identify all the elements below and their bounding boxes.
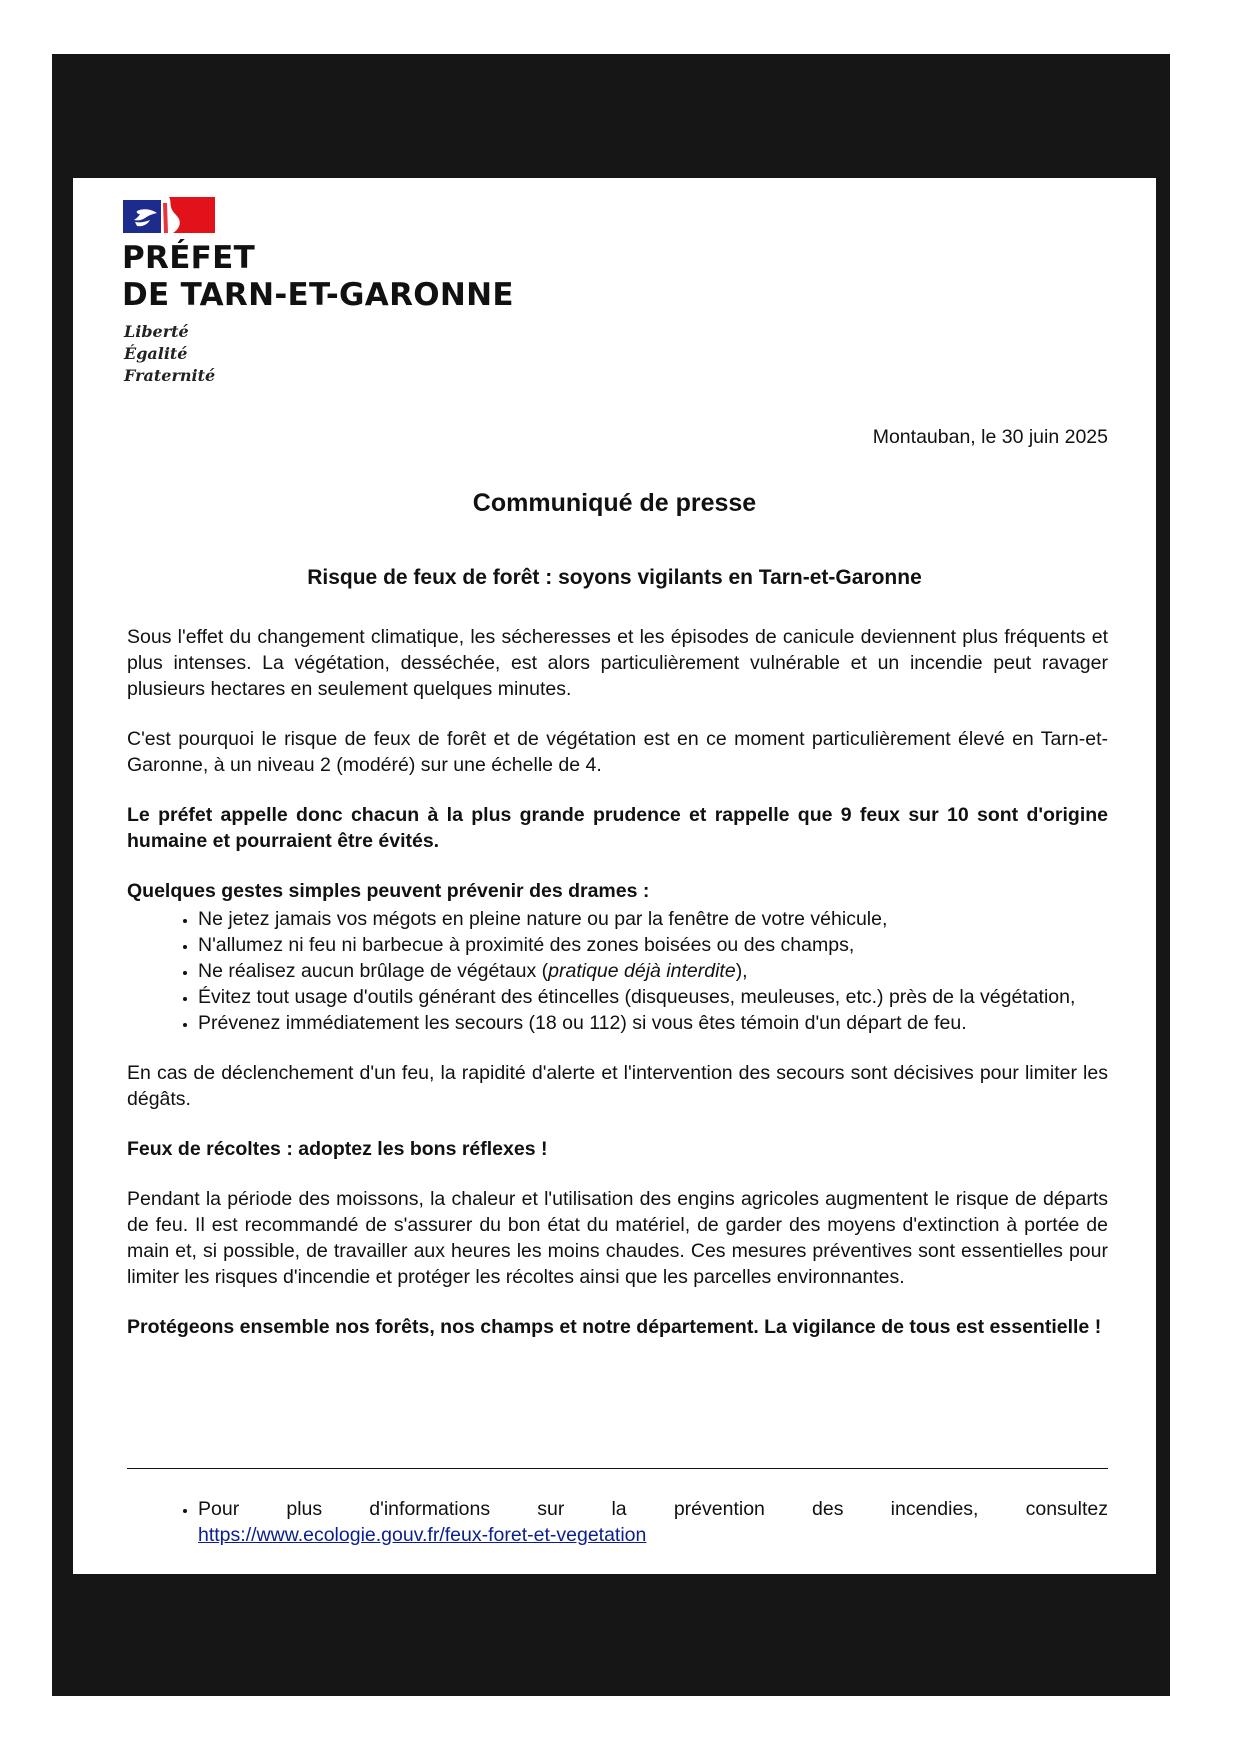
paragraph-harvest: Pendant la période des moissons, la chaleur et l'utilisation des engins agricoles augmentent le risque de départs de feu. Il est recommandé de s'assurer du bon état du matériel, de garder des moyens d'extinction à portée de main et, si possible, de travailler aux heures les moins chaudes. Ces mesures préventives sont essentielles pour limiter les risques d'incendie et protéger les récoltes ainsi que les parcelles environnantes. <box>127 1188 1108 1288</box>
list-item: • Prévenez immédiatement les secours (18 ou 112) si vous êtes témoin d'un départ de feu. <box>198 1010 1108 1036</box>
paragraph-climate: Sous l'effet du changement climatique, les sécheresses et les épisodes de canicule deviennent plus fréquents et plus intenses. La végétation, desséchée, est alors particulièrement vulnérable et un incendie peut ravager plusieurs hectares en seulement quelques minutes. <box>127 626 1108 700</box>
footer-item <box>198 1496 1108 1548</box>
paragraph-conclusion: Protégeons ensemble nos forêts, nos champs et notre département. La vigilance de tous est essentielle ! <box>127 1316 1102 1338</box>
footer-text: Pour plus d'informations sur la prévention des incendies, consultez <box>198 1498 1108 1520</box>
gestures-heading: Quelques gestes simples peuvent prévenir des drames : <box>127 880 650 902</box>
paragraph-prefect-appeal: Le préfet appelle donc chacun à la plus grande prudence et rappelle que 9 feux sur 10 sont d'origine humaine et pourraient être évités. <box>127 804 1108 852</box>
document-subject: Risque de feux de forêt : soyons vigilants en Tarn-et-Garonne <box>307 566 922 589</box>
body-text <box>127 624 1108 1364</box>
paragraph-alert-speed: En cas de déclenchement d'un feu, la rapidité d'alerte et l'intervention des secours sont décisives pour limiter les dégâts. <box>127 1062 1108 1110</box>
list-item-text-end: ), <box>735 960 748 982</box>
republic-motto <box>124 321 215 387</box>
list-item: • Évitez tout usage d'outils générant des étincelles (disqueuses, meuleuses, etc.) près de la végétation, <box>198 984 1108 1010</box>
paragraph-risk-level: C'est pourquoi le risque de feux de forêt et de végétation est en ce moment particulièrement élevé en Tarn-et-Garonne, à un niveau 2 (modéré) sur une échelle de 4. <box>127 728 1108 776</box>
document-title: Communiqué de presse <box>472 489 757 517</box>
list-item <box>198 958 1108 984</box>
footer-divider <box>127 1468 1108 1469</box>
list-item: • Ne jetez jamais vos mégots en pleine nature ou par la fenêtre de votre véhicule, <box>198 906 1108 932</box>
marianne-logo-icon <box>123 197 215 233</box>
list-item-italic: pratique déjà interdite <box>548 960 736 982</box>
date-line: Montauban, le 30 juin 2025 <box>872 426 1108 448</box>
list-item: • N'allumez ni feu ni barbecue à proximité des zones boisées ou des champs, <box>198 932 1108 958</box>
motto-liberte: Liberté <box>124 322 189 341</box>
harvest-heading: Feux de récoltes : adoptez les bons réflexes ! <box>127 1138 548 1160</box>
footer-list <box>127 1496 1108 1548</box>
list-item-text: Ne réalisez aucun brûlage de végétaux ( <box>198 960 549 982</box>
prefecture-name <box>122 240 514 314</box>
press-release-page <box>73 178 1156 1574</box>
motto-egalite: Égalité <box>124 344 188 363</box>
gestures-list <box>127 906 1108 1036</box>
prefecture-line-2: DE TARN-ET-GARONNE <box>122 277 514 313</box>
info-link[interactable]: https://www.ecologie.gouv.fr/feux-foret-et-vegetation <box>198 1524 647 1546</box>
motto-fraternite: Fraternité <box>124 366 216 385</box>
prefecture-line-1: PRÉFET <box>122 240 256 276</box>
footer-note <box>127 1496 1108 1548</box>
